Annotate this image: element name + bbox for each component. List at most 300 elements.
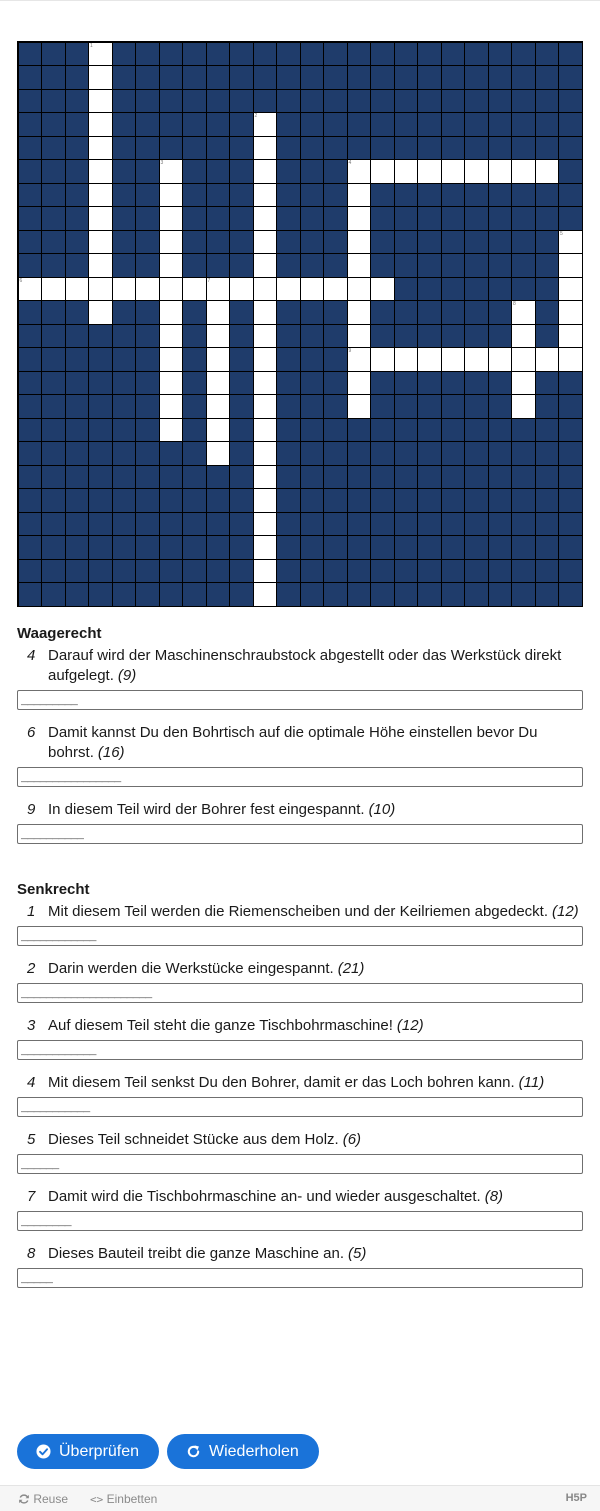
crossword-block [395,419,418,442]
crossword-cell[interactable] [160,207,183,230]
crossword-cell[interactable] [89,43,112,66]
crossword-cell[interactable] [42,278,65,301]
clue-number: 6 [27,724,36,741]
crossword-cell[interactable] [89,207,112,230]
crossword-block [89,513,112,536]
crossword-block [301,419,324,442]
crossword-cell[interactable] [160,231,183,254]
crossword-block [277,395,300,418]
crossword-block [230,513,253,536]
crossword-block [512,184,535,207]
crossword-block [66,90,89,113]
crossword-block [442,536,465,559]
crossword-block [113,536,136,559]
crossword-block [324,207,347,230]
crossword-block [489,442,512,465]
crossword-block [324,372,347,395]
crossword-cell[interactable] [348,395,371,418]
crossword-cell[interactable] [89,137,112,160]
clue-number: 2 [27,960,36,977]
crossword-block [418,466,441,489]
crossword-cell[interactable] [348,278,371,301]
crossword-cell[interactable] [89,66,112,89]
crossword-block [371,442,394,465]
crossword-block [66,583,89,606]
crossword-cell[interactable] [160,254,183,277]
crossword-cell[interactable] [89,113,112,136]
crossword-block [66,137,89,160]
crossword-cell[interactable] [19,278,42,301]
crossword-block [277,160,300,183]
crossword-cell[interactable] [183,278,206,301]
crossword-block [418,395,441,418]
crossword-cell[interactable] [489,160,512,183]
crossword-block [512,43,535,66]
crossword-block [89,583,112,606]
crossword-block [371,372,394,395]
crossword-cell[interactable] [136,278,159,301]
crossword-block [136,395,159,418]
clue-text [17,1244,583,1264]
crossword-cell[interactable] [160,395,183,418]
crossword-block [395,90,418,113]
crossword-cell[interactable] [160,278,183,301]
crossword-block [230,372,253,395]
crossword-block [371,560,394,583]
clue-length: (6) [342,1131,362,1148]
crossword-block [301,583,324,606]
crossword-cell[interactable] [512,160,535,183]
crossword-block [66,560,89,583]
crossword-cell[interactable] [348,160,371,183]
crossword-block [489,583,512,606]
crossword-block [442,419,465,442]
crossword-cell[interactable] [371,160,394,183]
crossword-block [348,137,371,160]
crossword-block [465,583,488,606]
crossword-block [19,43,42,66]
crossword-block [19,560,42,583]
crossword-cell[interactable] [207,348,230,371]
crossword-block [465,184,488,207]
crossword-block [66,513,89,536]
crossword-block [536,442,559,465]
crossword-block [277,466,300,489]
crossword-block [512,560,535,583]
crossword-cell[interactable] [371,278,394,301]
crossword-cell[interactable] [418,160,441,183]
crossword-cell[interactable] [489,348,512,371]
answer-field[interactable]: ________________ [17,767,583,787]
crossword-block [42,419,65,442]
crossword-cell[interactable] [442,160,465,183]
crossword-cell[interactable] [160,184,183,207]
crossword-block [277,113,300,136]
crossword-block [301,560,324,583]
crossword-cell[interactable] [559,254,582,277]
crossword-cell[interactable] [66,278,89,301]
crossword-cell[interactable] [89,278,112,301]
crossword-cell[interactable] [254,395,277,418]
crossword-block [418,583,441,606]
crossword-block [442,372,465,395]
crossword-block [465,301,488,324]
clue-item [17,1244,583,1288]
crossword-cell[interactable] [559,231,582,254]
h5p-logo: H5P [565,1492,587,1504]
cell-number: 1 [90,42,93,49]
crossword-block [324,113,347,136]
crossword-block [136,536,159,559]
crossword-block [113,66,136,89]
crossword-cell[interactable] [89,231,112,254]
clue-text [17,646,583,686]
crossword-cell[interactable] [254,231,277,254]
crossword-block [371,419,394,442]
crossword-block [207,513,230,536]
clue-number: 4 [27,1074,36,1091]
crossword-block [395,254,418,277]
crossword-cell[interactable] [254,442,277,465]
crossword-block [277,231,300,254]
crossword-block [536,513,559,536]
crossword-cell[interactable] [277,278,300,301]
crossword-block [559,372,582,395]
crossword-block [207,583,230,606]
clue-length: (9) [117,667,137,684]
crossword-cell[interactable] [559,325,582,348]
crossword-block [442,560,465,583]
crossword-cell[interactable] [559,278,582,301]
clue-text [17,723,583,763]
clue-number: 9 [27,801,36,818]
crossword-cell[interactable] [207,301,230,324]
answer-field[interactable]: _____ [17,1268,583,1288]
crossword-block [183,207,206,230]
crossword-block [160,466,183,489]
crossword-cell[interactable] [160,348,183,371]
crossword-cell[interactable] [160,325,183,348]
crossword-cell[interactable] [89,160,112,183]
crossword-block [136,66,159,89]
answer-field[interactable]: ________ [17,1211,583,1231]
crossword-block [489,513,512,536]
crossword-cell[interactable] [348,207,371,230]
crossword-cell[interactable] [254,137,277,160]
reuse-link[interactable] [18,1492,68,1506]
crossword-cell[interactable] [465,348,488,371]
crossword-block [230,137,253,160]
crossword-block [207,66,230,89]
crossword-block [465,395,488,418]
crossword-cell[interactable] [465,160,488,183]
crossword-cell[interactable] [89,254,112,277]
crossword-block [442,184,465,207]
crossword-block [42,466,65,489]
crossword-cell[interactable] [254,301,277,324]
crossword-cell[interactable] [512,348,535,371]
crossword-cell[interactable] [512,395,535,418]
crossword-block [536,419,559,442]
answer-field[interactable]: ___________ [17,1097,583,1117]
crossword-block [277,301,300,324]
crossword-cell[interactable] [536,160,559,183]
crossword-block [301,513,324,536]
crossword-block [113,207,136,230]
code-icon: <> [90,1493,104,1506]
crossword-block [42,137,65,160]
crossword-cell[interactable] [160,372,183,395]
crossword-block [183,113,206,136]
crossword-block [371,395,394,418]
crossword-block [113,348,136,371]
crossword-cell[interactable] [348,254,371,277]
crossword-cell[interactable] [348,372,371,395]
crossword-cell[interactable] [207,372,230,395]
clue-number: 7 [27,1188,36,1205]
crossword-cell[interactable] [324,278,347,301]
crossword-cell[interactable] [395,160,418,183]
crossword-block [512,536,535,559]
crossword-block [348,489,371,512]
crossword-cell[interactable] [254,513,277,536]
crossword-block [136,43,159,66]
cell-number: 7 [207,277,211,284]
crossword-block [136,583,159,606]
crossword-block [160,560,183,583]
clue-item [17,646,583,710]
crossword-cell[interactable] [89,301,112,324]
clue-number: 3 [27,1017,36,1034]
crossword-cell[interactable] [418,348,441,371]
crossword-cell[interactable] [207,278,230,301]
crossword-cell[interactable] [371,348,394,371]
crossword-block [301,489,324,512]
crossword-block [512,583,535,606]
crossword-cell[interactable] [254,560,277,583]
crossword-block [395,489,418,512]
cell-number: 2 [254,113,258,119]
crossword-block [465,231,488,254]
retry-button[interactable] [167,1434,319,1469]
crossword-block [512,513,535,536]
crossword-block [442,137,465,160]
crossword-block [66,207,89,230]
crossword-block [277,43,300,66]
crossword-cell[interactable] [207,419,230,442]
crossword-cell[interactable] [348,301,371,324]
crossword-block [19,113,42,136]
crossword-block [395,301,418,324]
crossword-cell[interactable] [348,325,371,348]
crossword-block [559,395,582,418]
crossword-block [230,489,253,512]
crossword-cell[interactable] [254,466,277,489]
crossword-block [559,560,582,583]
crossword-block [42,536,65,559]
answer-field[interactable]: _____________________ [17,983,583,1003]
crossword-block [113,113,136,136]
crossword-block [66,301,89,324]
crossword-cell[interactable] [207,395,230,418]
crossword-cell[interactable] [254,419,277,442]
crossword-block [442,66,465,89]
crossword-block [489,489,512,512]
crossword-block [559,489,582,512]
crossword-cell[interactable] [512,301,535,324]
crossword-cell[interactable] [348,231,371,254]
crossword-block [371,301,394,324]
crossword-block [395,184,418,207]
crossword-block [183,90,206,113]
crossword-block [19,489,42,512]
crossword-block [230,207,253,230]
crossword-block [89,348,112,371]
crossword-block [42,560,65,583]
crossword-cell[interactable] [160,419,183,442]
crossword-block [418,301,441,324]
crossword-block [418,184,441,207]
crossword-block [136,419,159,442]
crossword-cell[interactable] [254,207,277,230]
crossword-block [324,137,347,160]
crossword-block [136,325,159,348]
crossword-block [42,43,65,66]
crossword-block [395,325,418,348]
crossword-cell[interactable] [254,113,277,136]
crossword-cell[interactable] [254,254,277,277]
crossword-block [66,254,89,277]
crossword-block [512,231,535,254]
crossword-block [536,560,559,583]
answer-field[interactable]: __________ [17,824,583,844]
crossword-block [136,113,159,136]
crossword-cell[interactable] [254,348,277,371]
answer-field[interactable]: ______ [17,1154,583,1174]
crossword-block [230,442,253,465]
crossword-block [113,442,136,465]
crossword-block [371,466,394,489]
crossword-block [66,43,89,66]
crossword-block [136,90,159,113]
crossword-block [559,90,582,113]
crossword-block [418,66,441,89]
crossword-cell[interactable] [512,372,535,395]
crossword-cell[interactable] [230,278,253,301]
crossword-block [348,419,371,442]
crossword-block [277,66,300,89]
crossword-cell[interactable] [89,184,112,207]
crossword-block [301,395,324,418]
crossword-cell[interactable] [160,160,183,183]
crossword-block [19,207,42,230]
check-button[interactable] [17,1434,159,1469]
crossword-block [183,231,206,254]
crossword-cell[interactable] [254,160,277,183]
crossword-block [442,395,465,418]
crossword-block [301,254,324,277]
answer-field[interactable]: ____________ [17,1040,583,1060]
crossword-block [19,137,42,160]
crossword-block [371,254,394,277]
crossword-cell[interactable] [89,90,112,113]
crossword-block [42,184,65,207]
clue-number: 4 [27,647,36,664]
crossword-block [230,254,253,277]
clue-description: Auf diesem Teil steht die ganze Tischbohrmaschine! [48,1017,393,1034]
crossword-cell[interactable] [512,325,535,348]
crossword-cell[interactable] [395,348,418,371]
crossword-cell[interactable] [348,184,371,207]
crossword-cell[interactable] [254,325,277,348]
crossword-block [277,90,300,113]
crossword-block [559,419,582,442]
crossword-block [559,536,582,559]
crossword-cell[interactable] [207,442,230,465]
crossword-cell[interactable] [254,489,277,512]
crossword-block [442,489,465,512]
crossword-block [183,254,206,277]
crossword-cell[interactable] [348,348,371,371]
crossword-block [348,66,371,89]
crossword-cell[interactable] [442,348,465,371]
crossword-block [348,560,371,583]
crossword-block [324,301,347,324]
crossword-block [348,442,371,465]
crossword-block [207,137,230,160]
crossword-block [395,513,418,536]
crossword-block [512,137,535,160]
crossword-cell[interactable] [254,278,277,301]
crossword-block [230,536,253,559]
crossword-cell[interactable] [301,278,324,301]
crossword-block [42,372,65,395]
crossword-block [371,66,394,89]
crossword-block [19,90,42,113]
crossword-cell[interactable] [254,583,277,606]
clue-item [17,959,583,1003]
crossword-block [207,536,230,559]
crossword-block [183,66,206,89]
crossword-cell[interactable] [160,301,183,324]
clue-text [17,1016,583,1036]
crossword-cell[interactable] [559,301,582,324]
crossword-block [113,231,136,254]
clue-length: (10) [368,801,396,818]
crossword-cell[interactable] [536,348,559,371]
embed-link[interactable] [90,1492,157,1507]
answer-field[interactable]: ____________ [17,926,583,946]
crossword-block [19,372,42,395]
crossword-block [230,583,253,606]
crossword-block [489,43,512,66]
crossword-cell[interactable] [559,348,582,371]
crossword-cell[interactable] [254,372,277,395]
crossword-cell[interactable] [207,325,230,348]
crossword-block [418,90,441,113]
cell-number: 3 [160,160,164,166]
answer-field[interactable]: _________ [17,690,583,710]
crossword-block [89,536,112,559]
crossword-block [465,113,488,136]
clue-text [17,1073,583,1093]
crossword-block [89,466,112,489]
crossword-block [254,90,277,113]
crossword-cell[interactable] [113,278,136,301]
crossword-cell[interactable] [254,184,277,207]
crossword-cell[interactable] [254,536,277,559]
crossword-block [277,372,300,395]
